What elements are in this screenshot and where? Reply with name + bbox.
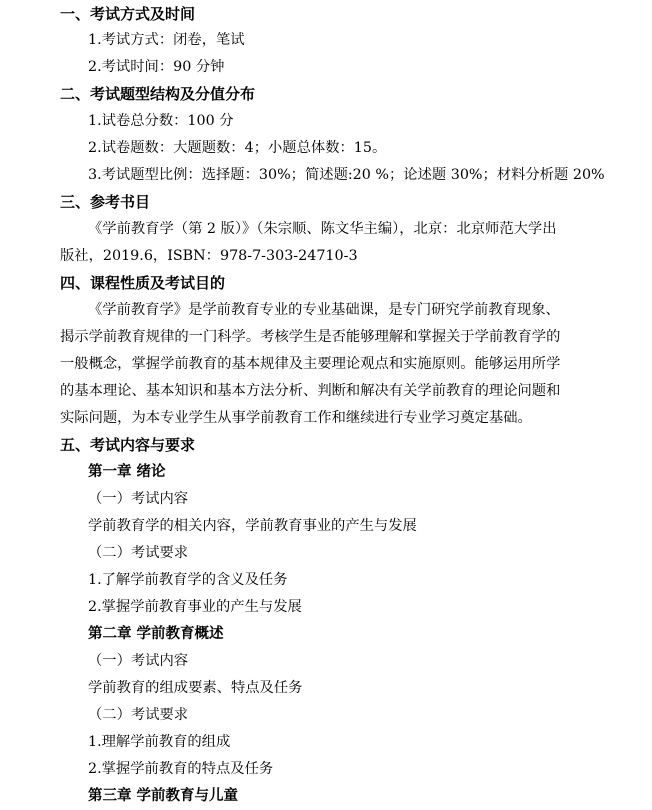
list-item: 1.了解学前教育学的含义及任务 <box>88 572 288 588</box>
list-item: 1.理解学前教育的组成 <box>88 734 231 750</box>
paragraph-line: 实际问题，为本专业学生从事学前教育工作和继续进行专业学习奠定基础。 <box>60 410 532 426</box>
content-text: 学前教育学的相关内容，学前教育事业的产生与发展 <box>88 518 417 534</box>
list-item: 1.考试方式：闭卷，笔试 <box>88 32 245 48</box>
list-item: 1.试卷总分数：100 分 <box>88 113 234 129</box>
reference-line: 《学前教育学（第 2 版）》（朱宗顺、陈文华主编），北京：北京师范大学出 <box>88 221 557 237</box>
paragraph-line: 揭示学前教育规律的一门科学。考核学生是否能够理解和掌握关于学前教育学的 <box>60 329 561 345</box>
subheading: （二）考试要求 <box>88 545 189 561</box>
paragraph-line: 一般概念，掌握学前教育的基本规律及主要理论观点和实施原则。能够运用所学 <box>60 356 561 372</box>
section-heading: 二、考试题型结构及分值分布 <box>60 85 256 103</box>
list-item: 2.掌握学前教育事业的产生与发展 <box>88 599 302 615</box>
subheading: （一）考试内容 <box>88 653 189 669</box>
section-heading: 五、考试内容与要求 <box>60 436 196 454</box>
subheading: （一）考试内容 <box>88 491 189 507</box>
section-heading: 一、考试方式及时间 <box>60 5 196 23</box>
paragraph-line: 的基本理论、基本知识和基本方法分析、判断和解决有关学前教育的理论问题和 <box>60 383 561 399</box>
chapter-title: 第二章 学前教育概述 <box>88 626 224 642</box>
paragraph-line: 《学前教育学》是学前教育专业的专业基础课，是专门研究学前教育现象、 <box>88 302 560 318</box>
reference-line: 版社，2019.6，ISBN：978-7-303-24710-3 <box>60 248 358 264</box>
list-item: 2.考试时间：90 分钟 <box>88 59 225 75</box>
content-text: 学前教育的组成要素、特点及任务 <box>88 680 303 696</box>
list-item: 2.掌握学前教育的特点及任务 <box>88 761 274 777</box>
list-item: 2.试卷题数：大题题数：4；小题总体数：15。 <box>88 140 387 156</box>
list-item: 3.考试题型比例：选择题：30%；简述题:20 %；论述题 30%；材料分析题 20% <box>88 167 605 183</box>
subheading: （二）考试要求 <box>88 707 189 723</box>
chapter-title: 第三章 学前教育与儿童 <box>88 788 239 804</box>
section-heading: 四、课程性质及考试目的 <box>60 274 226 292</box>
section-heading: 三、参考书目 <box>60 193 151 211</box>
chapter-title: 第一章 绪论 <box>88 464 166 480</box>
